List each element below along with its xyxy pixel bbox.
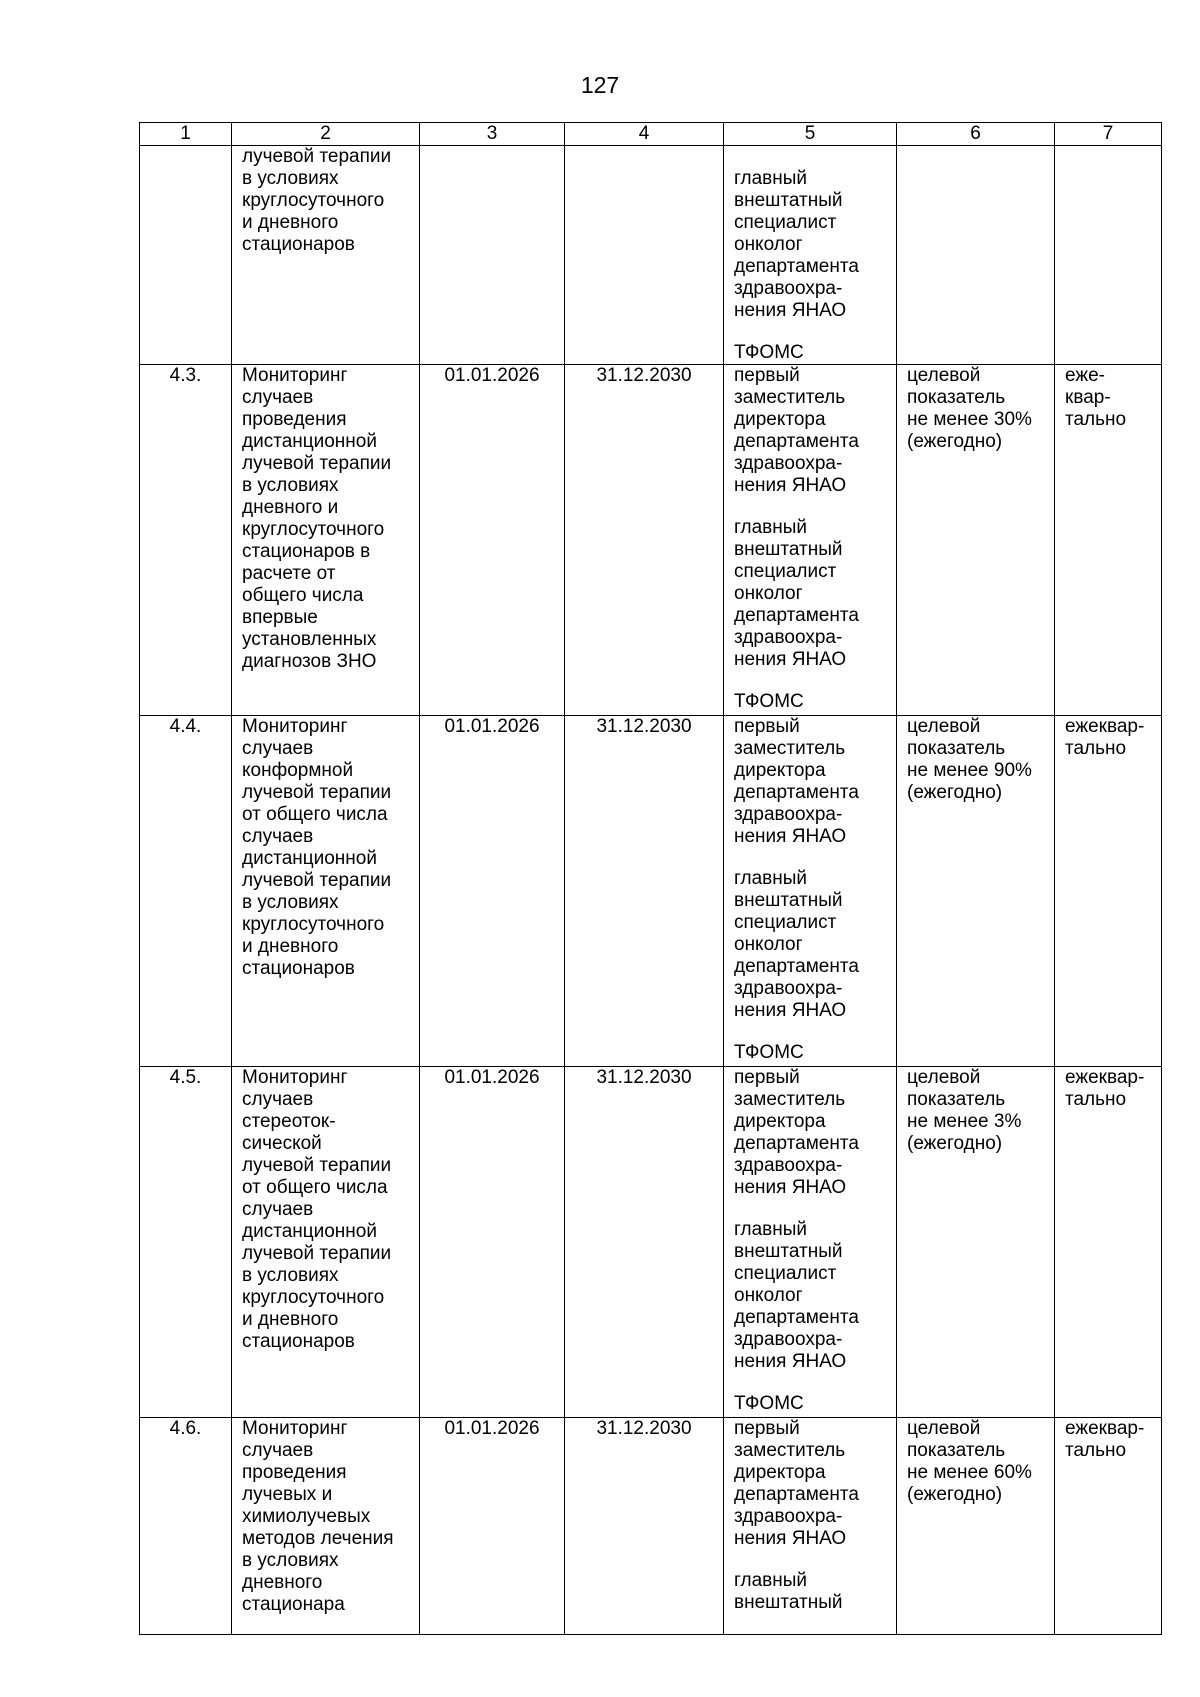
column-header: 7 — [1055, 123, 1162, 146]
measure-name: Мониторинг случаев проведения дистанционной лучевой терапии в условиях дневного и круглосуточного стационаров в расчете от общего числа впервые установленных диагнозов ЗНО — [232, 365, 420, 716]
start-date: 01.01.2026 — [420, 1418, 565, 1635]
item-number: 4.4. — [140, 716, 232, 1067]
end-date: 31.12.2030 — [565, 1418, 724, 1635]
responsible-party: главный внештатный специалист онколог департамента здравоохра- нения ЯНАО — [734, 168, 859, 321]
frequency: еже- квар- тально — [1055, 365, 1162, 716]
column-header: 5 — [724, 123, 897, 146]
end-date: 31.12.2030 — [565, 365, 724, 716]
column-header: 2 — [232, 123, 420, 146]
responsible-party: главный внештатный специалист онколог департамента здравоохра- нения ЯНАО — [734, 868, 859, 1021]
end-date — [565, 146, 724, 365]
table-row — [140, 1067, 1162, 1418]
responsible-party — [734, 146, 896, 168]
measure-name: Мониторинг случаев конформной лучевой терапии от общего числа случаев дистанционной лучевой терапии в условиях круглосуточного и дневного стационаров — [232, 716, 420, 1067]
responsible-party: ТФОМС — [734, 342, 804, 363]
responsible-party: ТФОМС — [734, 691, 804, 712]
target-result: целевой показатель не менее 90% (ежегодно) — [897, 716, 1055, 1067]
frequency: ежеквар- тально — [1055, 1067, 1162, 1418]
item-number: 4.5. — [140, 1067, 232, 1418]
responsible-party: первый заместитель директора департамента здравоохра- нения ЯНАО — [734, 1067, 859, 1198]
item-number: 4.6. — [140, 1418, 232, 1635]
item-number — [140, 146, 232, 365]
start-date: 01.01.2026 — [420, 716, 565, 1067]
table-row — [140, 1418, 1162, 1635]
frequency: ежеквар- тально — [1055, 716, 1162, 1067]
end-date: 31.12.2030 — [565, 1067, 724, 1418]
column-header: 4 — [565, 123, 724, 146]
start-date: 01.01.2026 — [420, 365, 565, 716]
page-number: 127 — [580, 72, 620, 98]
frequency: ежеквар- тально — [1055, 1418, 1162, 1635]
start-date: 01.01.2026 — [420, 1067, 565, 1418]
measure-name: лучевой терапии в условиях круглосуточного и дневного стационаров — [232, 146, 420, 365]
target-result: целевой показатель не менее 3% (ежегодно) — [897, 1067, 1055, 1418]
measure-name: Мониторинг случаев стереоток- сической лучевой терапии от общего числа случаев дистанционной лучевой терапии в условиях круглосуточного и дневного стационаров — [232, 1067, 420, 1418]
column-header: 1 — [140, 123, 232, 146]
plan-table — [139, 122, 1162, 1635]
responsible-party: первый заместитель директора департамента здравоохра- нения ЯНАО — [734, 716, 859, 847]
header-row — [140, 123, 1162, 146]
column-header: 6 — [897, 123, 1055, 146]
responsible-party: ТФОМС — [734, 1042, 804, 1063]
responsible-party: главный внештатный — [734, 1570, 843, 1613]
table-row — [140, 716, 1162, 1067]
end-date: 31.12.2030 — [565, 716, 724, 1067]
responsible-cell — [724, 146, 897, 365]
responsible-party: главный внештатный специалист онколог департамента здравоохра- нения ЯНАО — [734, 1219, 859, 1372]
target-result — [897, 146, 1055, 365]
table-row — [140, 365, 1162, 716]
measure-name: Мониторинг случаев проведения лучевых и химиолучевых методов лечения в условиях дневного стационара — [232, 1418, 420, 1635]
responsible-cell — [724, 365, 897, 716]
responsible-cell — [724, 1418, 897, 1635]
responsible-party: ТФОМС — [734, 1393, 804, 1414]
target-result: целевой показатель не менее 30% (ежегодно) — [897, 365, 1055, 716]
frequency — [1055, 146, 1162, 365]
column-header: 3 — [420, 123, 565, 146]
start-date — [420, 146, 565, 365]
table-row — [140, 146, 1162, 365]
item-number: 4.3. — [140, 365, 232, 716]
target-result: целевой показатель не менее 60% (ежегодно) — [897, 1418, 1055, 1635]
responsible-party: главный внештатный специалист онколог департамента здравоохра- нения ЯНАО — [734, 517, 859, 670]
responsible-party: первый заместитель директора департамента здравоохра- нения ЯНАО — [734, 1418, 859, 1549]
responsible-cell — [724, 716, 897, 1067]
responsible-party: первый заместитель директора департамента здравоохра- нения ЯНАО — [734, 365, 859, 496]
responsible-cell — [724, 1067, 897, 1418]
